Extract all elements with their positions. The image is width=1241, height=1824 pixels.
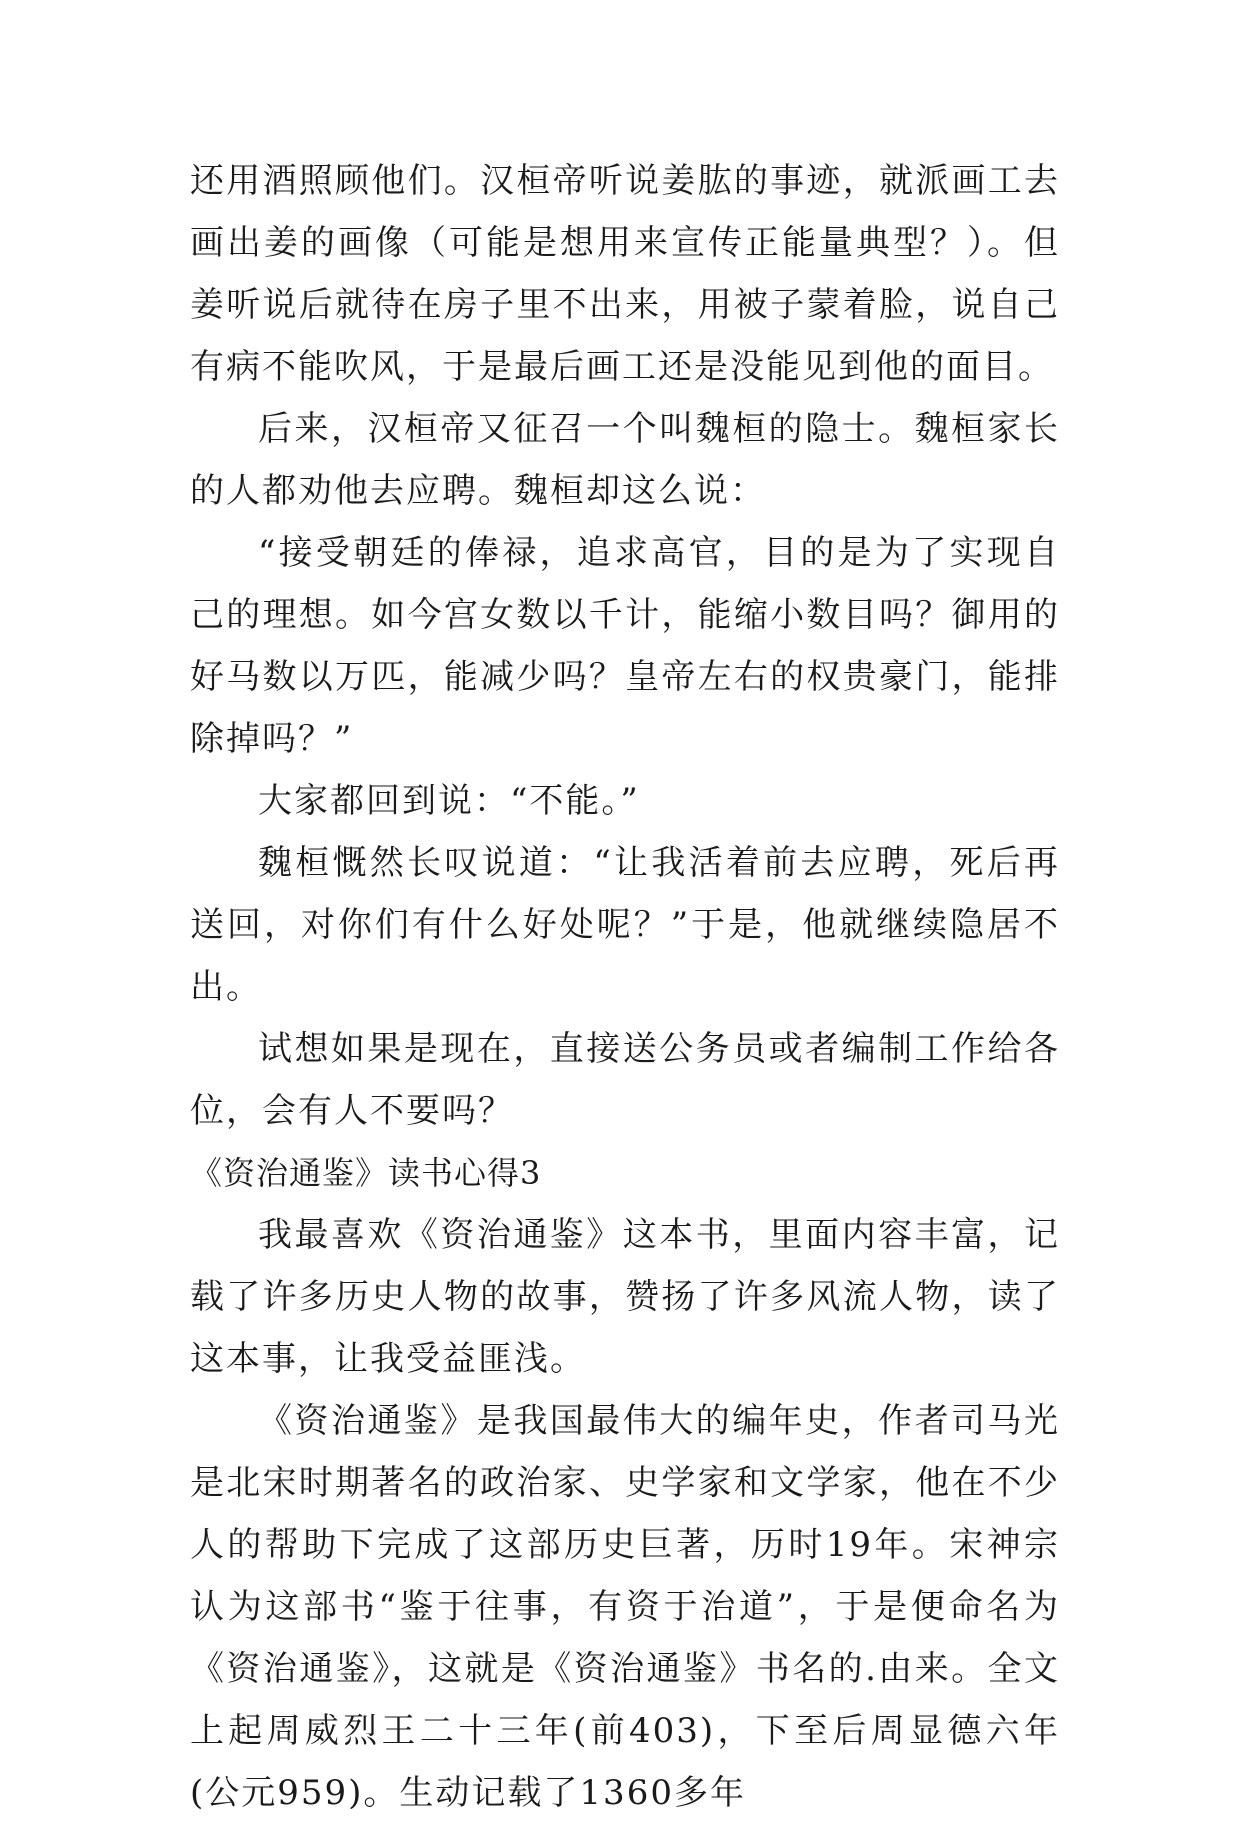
- section-heading: 《资治通鉴》读书心得3: [190, 1154, 542, 1192]
- paragraph-4: 大家都回到说：“不能。”: [258, 781, 640, 821]
- document-body: [190, 150, 1060, 1824]
- paragraph-3-quote: “接受朝廷的俸禄，追求高官，目的是为了实现自己的理想。如今宫女数以千计，能缩小数目吗？御用的好马数以万匹，能减少吗？皇帝左右的权贵豪门，能排除掉吗？”: [190, 533, 1060, 759]
- section-paragraph-2: 《资治通鉴》是我国最伟大的编年史，作者司马光是北宋时期著名的政治家、史学家和文学家，他在不少人的帮助下完成了这部历史巨著，历时19年。宋神宗认为这部书“鉴于往事，有资于治道”，于是便命名为《资治通鉴》，这就是《资治通鉴》书名的.由来。全文上起周威烈王二十三年(前403)，下至后周显德六年(公元959)。生动记载了1360多年: [190, 1401, 1060, 1813]
- paragraph-6: 试想如果是现在，直接送公务员或者编制工作给各位，会有人不要吗？: [190, 1029, 1060, 1131]
- paragraph-2: 后来，汉桓帝又征召一个叫魏桓的隐士。魏桓家长的人都劝他去应聘。魏桓却这么说：: [190, 409, 1060, 511]
- section-paragraph-1: 我最喜欢《资治通鉴》这本书，里面内容丰富，记载了许多历史人物的故事，赞扬了许多风流人物，读了这本事，让我受益匪浅。: [190, 1215, 1060, 1379]
- paragraph-1: 还用酒照顾他们。汉桓帝听说姜肱的事迹，就派画工去画出姜的画像（可能是想用来宣传正能量典型？）。但姜听说后就待在房子里不出来，用被子蒙着脸，说自己有病不能吹风，于是最后画工还是没能见到他的面目。: [190, 161, 1060, 387]
- paragraph-5: 魏桓慨然长叹说道：“让我活着前去应聘，死后再送回，对你们有什么好处呢？”于是，他就继续隐居不出。: [190, 843, 1060, 1007]
